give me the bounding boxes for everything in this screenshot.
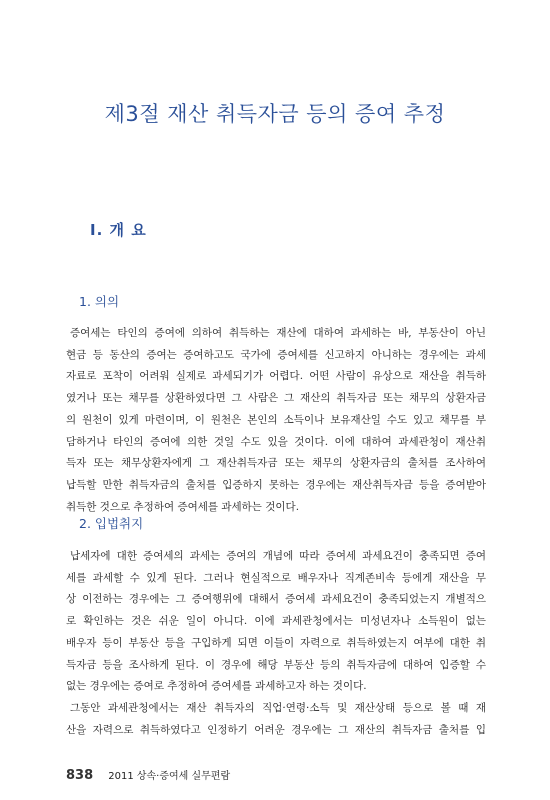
book-title: 2011 상속·증여세 실무편람	[108, 771, 231, 782]
section-title: 제3절 재산 취득자금 등의 증여 추정	[104, 102, 446, 126]
text-line: 상 이전하는 경우에는 그 증여행위에 대해서 증여세 과세요건이 충족되었는지 개별적으	[66, 593, 486, 606]
text-line: 산을 자력으로 취득하였다고 인정하기 어려운 경우에는 그 재산의 취득자금 출처를 입	[66, 723, 486, 736]
text-line: 납득할 만한 취득자금의 출처를 입증하지 못하는 경우에는 재산취득자금 등을 증여받아	[66, 478, 486, 491]
text-line: 취득한 것으로 추정하여 증여세를 과세하는 것이다.	[66, 500, 300, 513]
subsection-heading-legislative-purpose: 2. 입법취지	[79, 516, 144, 531]
paragraph-legislative-purpose	[66, 546, 486, 741]
text-line: 납세자에 대한 증여세의 과세는 증여의 개념에 따라 증여세 과세요건이 충족되면 증여	[70, 550, 486, 562]
page-footer	[66, 764, 230, 783]
text-line: 자료로 포착이 어려워 실제로 과세되기가 어렵다. 어떤 사람이 유상으로 재산을 취득하	[66, 370, 486, 383]
subsection-heading-meaning: 1. 의의	[79, 294, 120, 309]
text-line: 로 확인하는 것은 쉬운 일이 아니다. 이에 과세관청에서는 미성년자나 소득원이 없는	[66, 615, 486, 628]
text-line: 득자금 등을 조사하게 된다. 이 경우에 해당 부동산 등의 취득자금에 대하여 입증할 수	[66, 658, 486, 671]
text-line: 현금 등 동산의 증여는 증여하고도 국가에 증여세를 신고하지 아니하는 경우에는 과세	[66, 348, 486, 361]
text-line: 의 원천이 있게 마련이며, 이 원천은 본인의 소득이나 보유재산일 수도 있고 채무를 부	[66, 413, 486, 426]
text-line: 증여세는 타인의 증여에 의하여 취득하는 재산에 대하여 과세하는 바, 부동산이 아닌	[70, 327, 486, 339]
text-line: 였거나 또는 채무를 상환하였다면 그 사람은 그 재산의 취득자금 또는 채무의 상환자금	[66, 392, 486, 405]
text-line: 세를 과세할 수 있게 된다. 그러나 현실적으로 배우자나 직계존비속 등에게 재산을 무	[66, 571, 486, 584]
page-number: 838	[66, 768, 94, 783]
text-line: 배우자 등이 부동산 등을 구입하게 되면 이들이 자력으로 취득하였는지 여부에 대한 취	[66, 636, 486, 649]
chapter-heading: Ⅰ. 개 요	[90, 221, 147, 239]
paragraph-meaning	[66, 323, 486, 518]
text-line: 담하거나 타인의 증여에 의한 것일 수도 있을 것이다. 이에 대하여 과세관청이 재산취	[66, 435, 486, 448]
text-line: 그동안 과세관청에서는 재산 취득자의 직업·연령·소득 및 재산상태 등으로 볼 때 재	[70, 701, 486, 714]
text-line: 득자 또는 채무상환자에게 그 재산취득자금 또는 채무의 상환자금의 출처를 조사하여	[66, 457, 486, 470]
text-line: 없는 경우에는 증여로 추정하여 증여세를 과세하고자 하는 것이다.	[66, 680, 367, 693]
